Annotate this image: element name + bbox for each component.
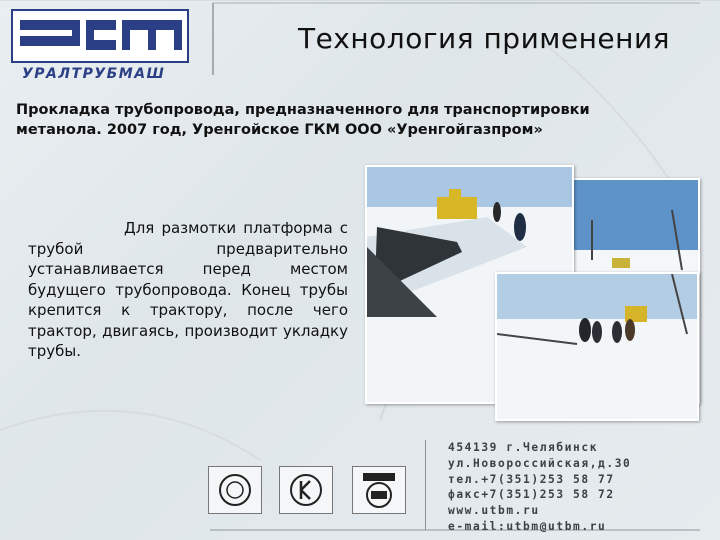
contact-address-street: ул.Новороссийская,д.30 bbox=[448, 456, 632, 470]
logo-mark-icon bbox=[10, 8, 190, 64]
description-paragraph: Для размотки платформа с трубой предварительно устанавливается перед местом будущего трубопровода. Конец трубы крепится к трактору, после чего трактор, двигаясь, производит укладку трубы. bbox=[28, 219, 348, 360]
certificate-badge-1 bbox=[208, 466, 262, 514]
page-title: Технология применения bbox=[297, 22, 670, 55]
photo-workers-tractor bbox=[495, 272, 699, 421]
certification-gost-icon bbox=[353, 467, 405, 513]
contact-website-link[interactable]: www.utbm.ru bbox=[448, 504, 540, 518]
logo-text: УРАЛТРУБМАШ bbox=[22, 66, 166, 82]
contact-fax: факс+7(351)253 58 72 bbox=[448, 488, 615, 502]
contact-email-link[interactable]: e-mail:utbm@utbm.ru bbox=[448, 519, 607, 533]
slide-subtitle: Прокладка трубопровода, предназначенного для транспортировки метанола. 2007 год, Уренгойское ГКМ ООО «Уренгойгазпром» bbox=[16, 102, 590, 138]
contact-divider bbox=[425, 440, 426, 530]
certification-icon bbox=[209, 467, 261, 513]
contact-address-city: 454139 г.Челябинск bbox=[448, 441, 599, 454]
company-logo bbox=[10, 8, 190, 80]
contact-phone: тел.+7(351)253 58 77 bbox=[448, 472, 615, 486]
contact-block bbox=[448, 440, 631, 535]
certificate-badge-3 bbox=[352, 466, 406, 514]
certificate-badge-2 bbox=[279, 466, 333, 514]
certification-k-icon bbox=[280, 467, 332, 513]
